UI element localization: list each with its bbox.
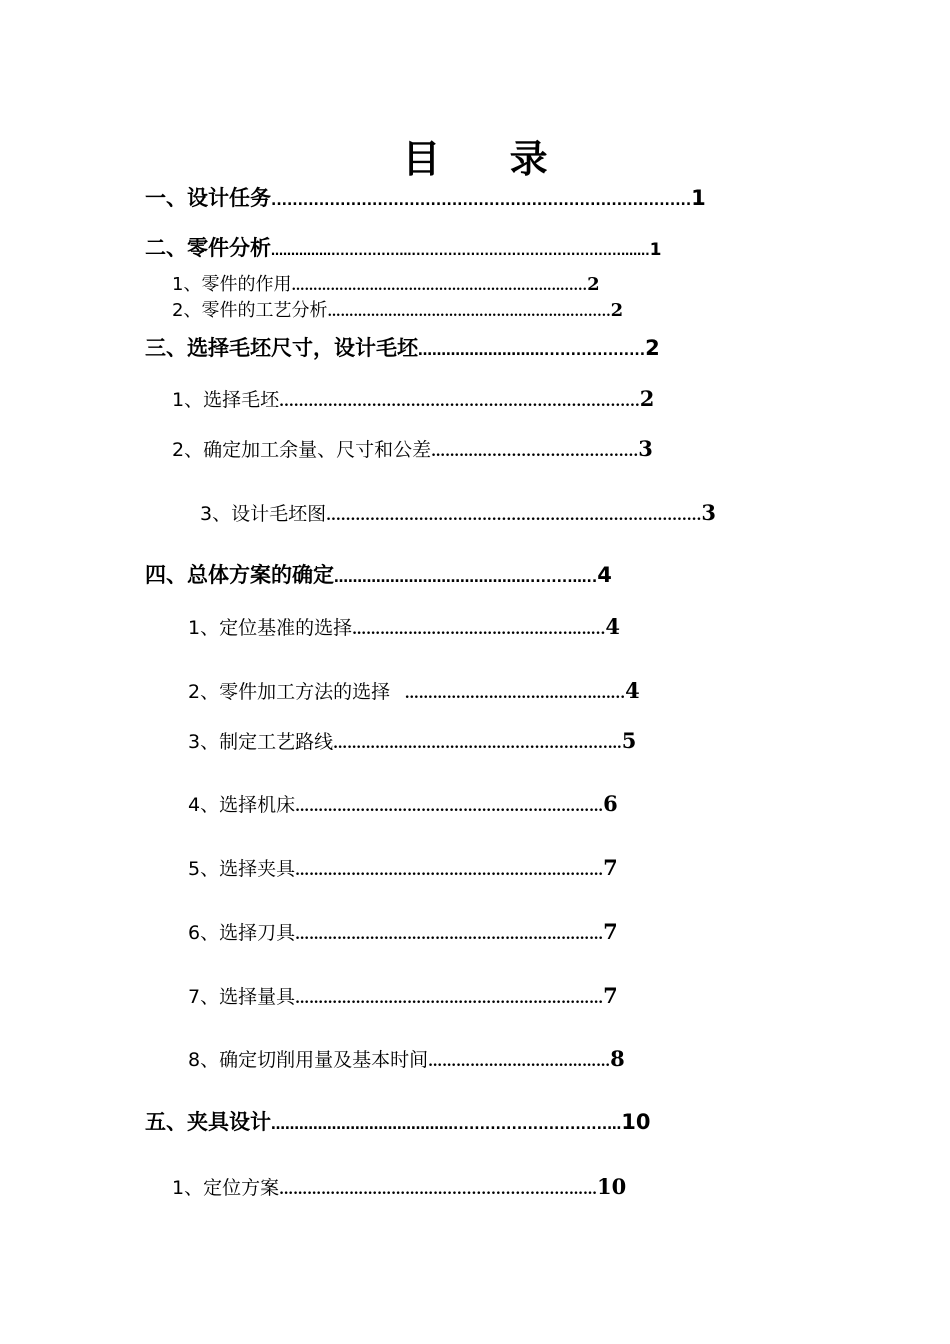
toc-entry-leader: ……………………………….........................……	[279, 1182, 597, 1198]
toc-entry-page: 1	[649, 240, 662, 260]
toc-entry[interactable]	[188, 730, 636, 752]
toc-entry-page: 10	[596, 1174, 627, 1199]
toc-entry-leader: …………………………………………………………	[295, 863, 604, 879]
toc-entry-leader: …………………………………………………........	[327, 305, 611, 320]
toc-entry[interactable]	[172, 1176, 626, 1198]
toc-entry[interactable]	[188, 793, 618, 815]
toc-entry-page: 2	[610, 300, 624, 321]
toc-entry-leader: …………………………………………………………	[295, 927, 604, 943]
toc-entry-label: 二、零件分析	[145, 236, 271, 260]
toc-entry[interactable]	[172, 276, 600, 294]
toc-entry-leader: ……………………………………........…..	[334, 570, 598, 586]
toc-entry-label: 五、夹具设计	[145, 1110, 271, 1134]
toc-entry-label: 8、确定切削用量及基本时间	[188, 1049, 429, 1071]
toc-entry-leader: ...............................................................................	[271, 193, 692, 209]
toc-entry-leader: ………………………………….............................…	[271, 1117, 622, 1133]
toc-entry-page: 7	[603, 919, 618, 944]
toc-entry-label: 2、零件的工艺分析	[172, 300, 328, 321]
toc-entry-label: 7、选择量具	[188, 986, 296, 1008]
toc-entry-leader: ..........................................................................	[279, 394, 640, 410]
toc-entry-leader: ……………………………………....……..	[352, 622, 606, 638]
toc-entry[interactable]	[188, 616, 620, 638]
toc-entry[interactable]	[188, 985, 618, 1007]
toc-entry[interactable]	[188, 857, 618, 879]
page-title: 目 录	[402, 137, 576, 181]
toc-entry[interactable]	[172, 438, 653, 460]
toc-entry[interactable]	[172, 302, 623, 320]
toc-entry-page: 3	[701, 500, 717, 525]
toc-entry-page: 4	[597, 563, 612, 587]
toc-entry-label: 6、选择刀具	[188, 922, 296, 944]
toc-entry-page: 2	[645, 336, 660, 360]
toc-entry[interactable]	[145, 565, 612, 586]
toc-entry-leader: …………………………………………………………	[295, 991, 604, 1007]
toc-entry-leader: …………………………………………………………	[295, 799, 604, 815]
toc-entry-page: 7	[603, 855, 618, 880]
toc-entry-label: 3、设计毛坯图	[200, 503, 327, 525]
toc-entry-leader: ………………………………...……..	[390, 686, 626, 702]
toc-entry-leader: …………………………………	[428, 1054, 611, 1070]
toc-entry-page: 2	[587, 274, 600, 295]
toc-entry-leader: ………………………...................	[418, 343, 646, 359]
toc-entry-label: 1、选择毛坯	[172, 389, 280, 411]
toc-entry[interactable]	[145, 238, 661, 259]
toc-entry-label: 一、设计任务	[145, 186, 271, 210]
toc-entry-page: 3	[638, 436, 653, 461]
toc-entry-label: 四、总体方案的确定	[145, 563, 334, 587]
toc-entry-label: 1、定位方案	[172, 1177, 280, 1199]
toc-entry[interactable]	[172, 388, 654, 410]
toc-entry-leader: ……………...............…..............................................…….	[271, 244, 650, 258]
toc-entry-page: 4	[625, 678, 640, 703]
toc-entry[interactable]	[145, 1112, 650, 1133]
toc-entry-page: 8	[610, 1046, 625, 1071]
toc-entry[interactable]	[200, 502, 716, 524]
toc-entry-leader: ……………………………………………………….....	[291, 279, 588, 294]
toc-entry[interactable]	[188, 1048, 625, 1070]
toc-entry-label: 2、确定加工余量、尺寸和公差	[172, 439, 432, 461]
toc-entry[interactable]	[188, 680, 640, 702]
toc-entry[interactable]	[145, 188, 785, 209]
toc-entry-page: 1	[691, 186, 706, 210]
toc-entry-label: 3、制定工艺路线	[188, 731, 334, 753]
toc-entry-page: 10	[621, 1110, 651, 1134]
toc-entry-page: 4	[605, 614, 620, 639]
toc-entry-page: 2	[639, 386, 655, 411]
toc-entry-label: 三、选择毛坯尺寸，设计毛坯	[145, 336, 418, 360]
toc-entry-label: 1、定位基准的选择	[188, 617, 353, 639]
toc-entry-page: 6	[603, 791, 618, 816]
toc-entry-page: 7	[603, 983, 618, 1008]
toc-entry-leader: .............................................................................	[326, 508, 702, 524]
toc-entry[interactable]	[188, 921, 618, 943]
toc-entry-leader: …………...............................	[431, 444, 639, 460]
toc-entry-label: 1、零件的作用	[172, 274, 292, 295]
toc-entry-label: 5、选择夹具	[188, 858, 296, 880]
toc-entry-leader: …………………………………...................…	[333, 736, 622, 752]
toc-entry-page: 5	[621, 728, 637, 753]
toc-entry-label: 4、选择机床	[188, 794, 296, 816]
toc-entry[interactable]	[145, 338, 660, 359]
toc-entry-label: 2、零件加工方法的选择	[188, 681, 391, 703]
